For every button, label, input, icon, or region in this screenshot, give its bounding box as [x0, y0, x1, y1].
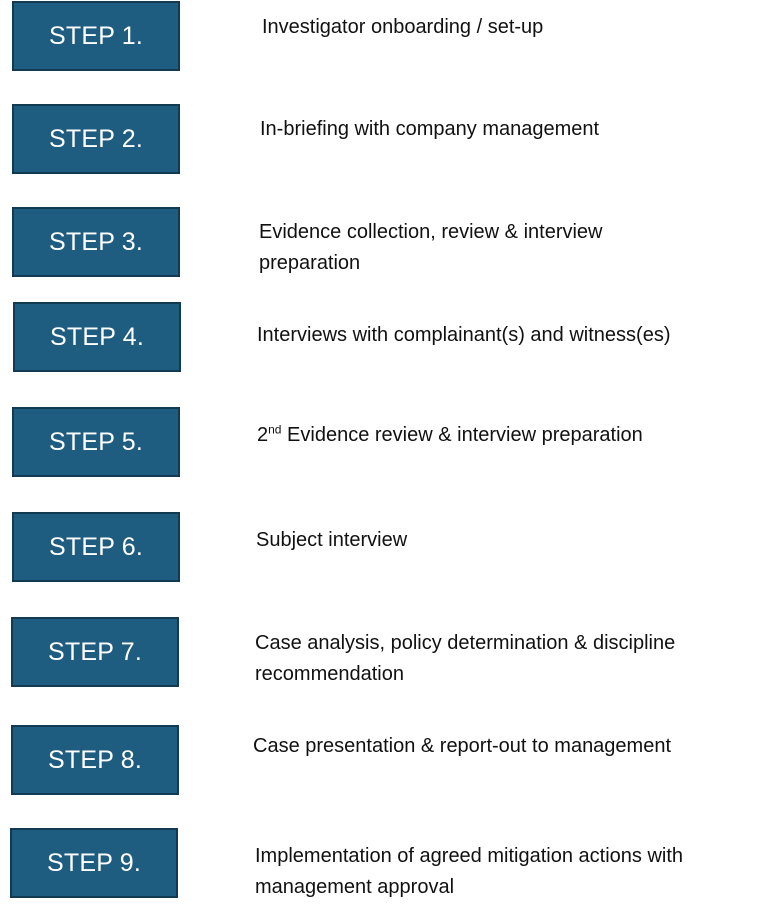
step-5-ordinal: 2 [257, 424, 269, 446]
step-4-description: Interviews with complainant(s) and witness(es) [257, 324, 671, 346]
step-9-label: STEP 9. [46, 848, 142, 877]
step-1-label: STEP 1. [48, 21, 144, 50]
step-8-description: Case presentation & report-out to management [253, 735, 672, 757]
step-5-text: Evidence review & interview preparation [287, 424, 643, 446]
step-8-label: STEP 8. [47, 745, 143, 774]
step-5-box [12, 407, 180, 477]
step-7-description: Case analysis, policy determination & discipline recommendation [255, 632, 676, 685]
step-5-ordinal-suffix: nd [268, 422, 282, 437]
step-3-description: Evidence collection, review & interview preparation [259, 221, 603, 274]
step-6-label: STEP 6. [48, 532, 144, 561]
step-3-box [12, 207, 180, 277]
step-1-description: Investigator onboarding / set-up [262, 16, 544, 38]
step-7-box [11, 617, 179, 687]
step-5-label: STEP 5. [48, 427, 144, 456]
step-2-label: STEP 2. [48, 124, 144, 153]
step-3-label: STEP 3. [48, 227, 144, 256]
step-2-description: In-briefing with company management [260, 118, 600, 140]
step-8-box [11, 725, 179, 795]
step-4-box [13, 302, 181, 372]
step-9-box [10, 828, 178, 898]
step-7-label: STEP 7. [47, 637, 143, 666]
step-9-description: Implementation of agreed mitigation actions with management approval [255, 845, 684, 898]
step-1-box [12, 1, 180, 71]
step-2-box [12, 104, 180, 174]
step-6-box [12, 512, 180, 582]
step-4-label: STEP 4. [49, 322, 145, 351]
step-5-description [257, 420, 762, 451]
step-6-description: Subject interview [256, 529, 408, 551]
